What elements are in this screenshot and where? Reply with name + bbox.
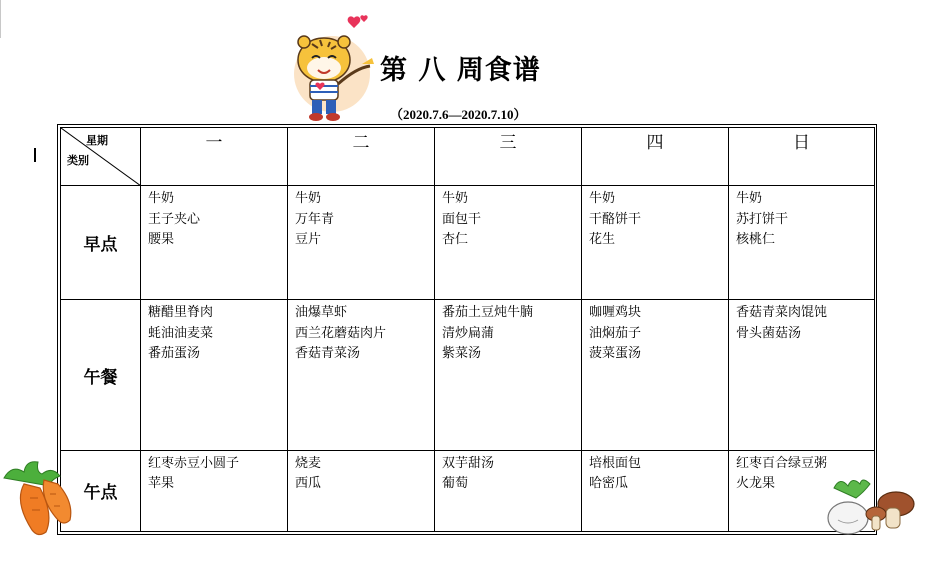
menu-item: 葡萄 [442,476,469,492]
menu-cell [729,300,875,450]
menu-cell [435,300,582,450]
menu-item: 双芋甜汤 [442,455,495,471]
menu-item: 油焖茄子 [589,325,642,341]
menu-item: 烧麦 [295,455,322,471]
menu-item: 番茄蛋汤 [148,346,201,362]
radish-mushroom-illustration [824,478,916,536]
table-row-morning-snack [61,186,875,300]
margin-mark [0,0,1,38]
menu-item: 苏打饼干 [736,211,789,227]
menu-item: 腰果 [148,232,175,248]
date-range: （2020.7.6—2020.7.10） [390,107,527,122]
page-title: 第 八 周食谱 [380,55,541,86]
menu-cell [435,450,582,531]
menu-cell [141,186,288,300]
menu-item: 牛奶 [736,191,763,207]
menu-cell [288,186,435,300]
day-header: 三 [435,128,582,186]
menu-cell [141,300,288,450]
menu-cell [288,300,435,450]
menu-item: 杏仁 [442,232,469,248]
menu-cell [729,186,875,300]
menu-item: 西兰花蘑菇肉片 [295,325,387,341]
menu-item: 香菇青菜汤 [295,346,361,362]
table-header-row [61,128,875,186]
menu-item: 干酪饼干 [589,211,642,227]
menu-item: 红枣百合绿豆粥 [736,455,828,471]
menu-cell [141,450,288,531]
text-cursor [34,148,36,162]
menu-item: 牛奶 [442,191,469,207]
menu-item: 王子夹心 [148,211,201,227]
menu-item: 花生 [589,232,616,248]
menu-cell [582,450,729,531]
tiger-mascot-illustration [292,14,378,126]
menu-item: 牛奶 [148,191,175,207]
menu-item: 香菇青菜肉馄饨 [736,305,828,321]
row-label: 早点 [61,186,141,300]
menu-item: 糖醋里脊肉 [148,305,214,321]
day-header: 二 [288,128,435,186]
menu-item: 牛奶 [295,191,322,207]
menu-item: 核桃仁 [736,232,776,248]
menu-item: 火龙果 [736,476,776,492]
menu-item: 番茄土豆炖牛腩 [442,305,534,321]
row-label: 午餐 [61,300,141,450]
weekly-menu-table [60,127,875,532]
menu-item: 哈密瓜 [589,476,629,492]
menu-item: 蚝油油麦菜 [148,325,214,341]
day-header: 日 [729,128,875,186]
menu-item: 骨头菌菇汤 [736,325,802,341]
menu-item: 紫菜汤 [442,346,482,362]
menu-item: 牛奶 [589,191,616,207]
day-header: 四 [582,128,729,186]
corner-label-weekday: 星期 [86,134,108,147]
menu-item: 菠菜蛋汤 [589,346,642,362]
menu-item: 油爆草虾 [295,305,348,321]
menu-cell [582,186,729,300]
menu-cell [435,186,582,300]
corner-label-category: 类别 [67,154,89,167]
menu-item: 西瓜 [295,476,322,492]
day-header: 一 [141,128,288,186]
menu-item: 咖喱鸡块 [589,305,642,321]
corner-header-cell [61,128,141,186]
row-label: 午点 [61,450,141,531]
menu-item: 清炒扁蒲 [442,325,495,341]
carrot-illustration [0,458,90,538]
menu-item: 面包干 [442,211,482,227]
menu-item: 万年青 [295,211,335,227]
menu-item: 培根面包 [589,455,642,471]
menu-cell [288,450,435,531]
menu-item: 红枣赤豆小圆子 [148,455,240,471]
menu-item: 豆片 [295,232,322,248]
menu-item: 苹果 [148,476,175,492]
table-row-afternoon-snack [61,450,875,531]
table-row-lunch [61,300,875,450]
menu-cell [582,300,729,450]
